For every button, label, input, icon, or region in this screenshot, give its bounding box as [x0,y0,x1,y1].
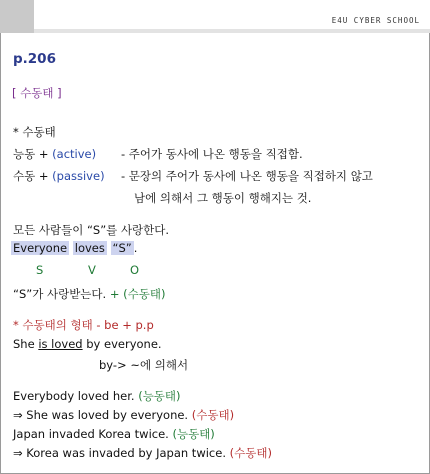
passive-label: 수동 + [13,169,53,183]
example-text-4: ⇒ Korea was invaded by Japan twice. [13,446,230,460]
label-s: S [36,263,44,277]
passive-line [13,168,105,184]
form-verb: is loved [38,337,83,351]
sentence-period: . [133,241,138,255]
definition-heading: * 수동태 [13,125,56,139]
form-sentence-pre: She [13,337,39,351]
page-number: p.206 [13,51,56,67]
example-line-2 [13,407,234,423]
active-line [13,146,96,162]
passive-description-1: - 문장의 주어가 동사에 나온 행동을 직접하지 않고 [121,169,373,183]
passive-korean [13,286,165,302]
example-tag-4: (수동태) [229,446,272,460]
section-title: [ 수동태 ] [12,86,62,100]
example-text-3: Japan invaded Korea twice. [13,427,173,441]
passive-tag: + (수동태) [109,287,166,301]
label-o: O [130,263,140,277]
header-bar [0,0,430,33]
word-everyone: Everyone [13,241,68,255]
passive-description-2: 남에 의해서 그 행동이 행해지는 것. [134,191,312,205]
passive-korean-text: “S”가 사랑받는다. [13,287,110,301]
site-title: E4U CYBER SCHOOL [331,16,420,25]
form-byline: by-> ~에 의해서 [99,358,189,372]
example-korean: 모든 사람들이 “S”를 사랑한다. [13,223,170,237]
active-description: - 주어가 동사에 나온 행동을 직접함. [121,147,303,161]
form-sentence-post: by everyone. [82,337,162,351]
word-loves: loves [74,241,105,255]
example-line-3 [13,426,215,442]
form-heading: * 수동태의 형태 - be + p.p [13,318,154,332]
passive-term: (passive) [52,169,105,183]
label-v: V [88,263,96,277]
example-sentence [11,241,137,255]
form-sentence [13,337,162,351]
example-tag-3: (능동태) [172,427,215,441]
active-label: 능동 + [13,147,53,161]
example-tag-1: (능동태) [138,389,181,403]
example-tag-2: (수동태) [191,408,235,422]
word-s: “S” [112,241,132,255]
example-text-2: ⇒ She was loved by everyone. [13,408,192,422]
example-line-1 [13,388,181,404]
active-term: (active) [52,147,97,161]
example-line-4 [13,445,272,461]
example-text-1: Everybody loved her. [13,389,139,403]
header-corner-block [0,0,34,33]
